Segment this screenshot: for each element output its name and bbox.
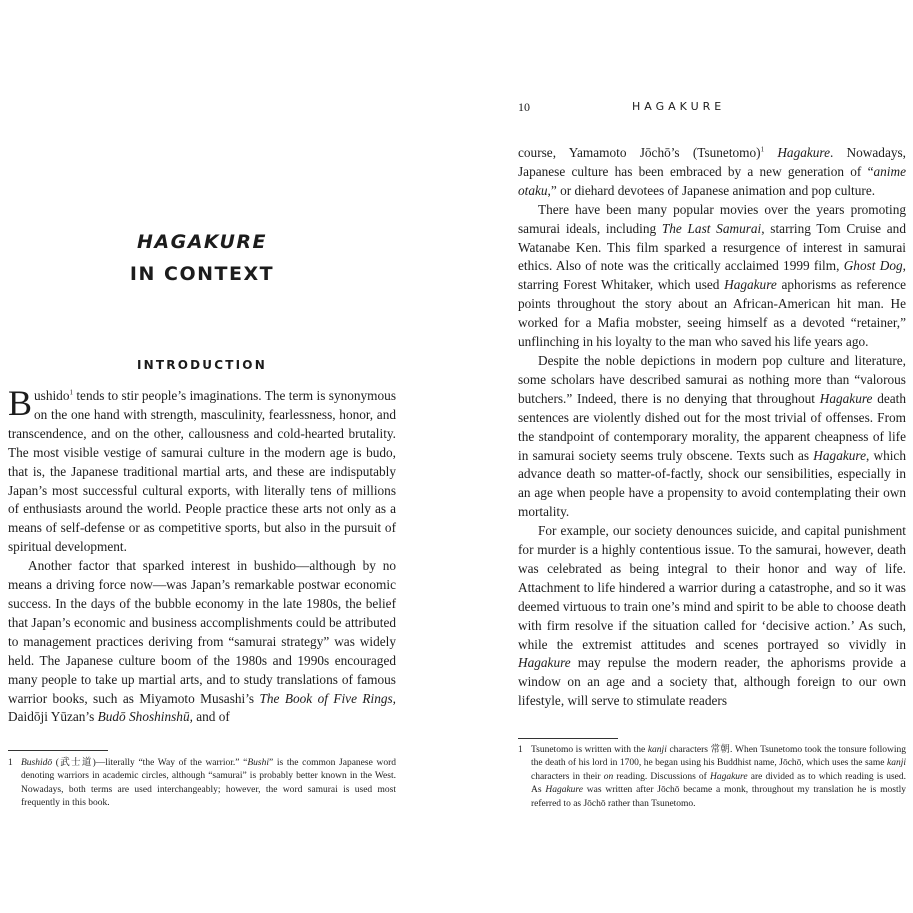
book-title: Hagakure — [518, 655, 571, 671]
running-head-title: HAGAKURE — [632, 100, 726, 113]
text-run: was written after Jōchō became a monk, throughout my translation he is mostly referred to as Jōchō rather than Tsunetomo. — [531, 785, 906, 809]
chapter-title — [8, 226, 396, 290]
text-run: are divided as to which reading is used. As — [531, 771, 906, 796]
text-run: ,” or diehard devotees of Japanese animation and pop culture. — [547, 182, 876, 198]
text-run: , starring Forest Whitaker, which used — [518, 258, 906, 293]
footnote-text — [21, 757, 396, 811]
drop-cap: B — [8, 383, 33, 423]
text-run: Despite the noble depictions in modern pop culture and literature, some scholars have described samurai as nothing more than “valorous butchers.” Indeed, there is no denying that throughout — [518, 352, 906, 406]
footnote-divider — [518, 738, 618, 739]
book-title: The Book of Five Rings, — [259, 690, 396, 706]
book-title: Hagakure — [813, 447, 866, 463]
text-run: kanji — [887, 758, 906, 769]
page-number: 10 — [518, 100, 530, 114]
text-run — [764, 145, 777, 160]
text-run: There have been many popular movies over the years promoting samurai ideals, including — [518, 201, 906, 236]
paragraph — [518, 144, 906, 201]
chapter-title-line2: IN CONTEXT — [129, 263, 275, 285]
footnote-text — [531, 744, 906, 811]
book-title: Hagakure — [709, 771, 748, 782]
text-run: Another factor that sparked interest in bushido—although by no means a driving force now—was Japan’s remarkable postwar economic success. In the days of the bubble economy in the late 1980s, the belief that Japan’s economic and business accomplishments could be attributed to management practices deriving from “samurai strategy” was widely held. The Japanese culture boom of the 1980s and 1990s encouraged many people to take up martial arts, and to study translations of famous warrior books, such as Miyamoto Musashi’s — [8, 558, 396, 706]
book-title: Hagakure — [545, 785, 583, 796]
book-title: Budō Shoshinshū, — [97, 709, 193, 725]
text-run: may repulse the modern reader, the aphorisms provide a window on an age and a society that, although foreign to our own lifestyle, will serve to stimulate readers — [518, 655, 906, 709]
text-run: ” is the common Japanese word denoting warriors in academic circles, although “samurai” is probably better known in the West. Nowadays, both terms are used interchangeably; however, the word samurai is used most frequently in this book. — [21, 758, 396, 809]
text-run: (武士道)—literally “the Way of the warrior.” “ — [52, 758, 248, 768]
left-body-text — [8, 383, 396, 727]
text-run: ushido — [34, 388, 70, 403]
text-run: For example, our society denounces suicide, and capital punishment for murder is a highly contentious issue. To the samurai, however, death was celebrated as being integral to their honor and way of life. Attachment to life hindered a warrior during a catastrophe, and so it was deemed virtuous to train one’s mind and spirit to be able to choose death with firm resolve if the situation called for ‘decisive action.’ As such, while the extremist attitudes and scenes portrayed so vividly in — [518, 523, 906, 652]
text-run: , which advance death so matter-of-factly, shock our sensibilities, especially in an age when people have a propensity to avoid contemplating their own mortality. — [518, 447, 906, 520]
footnote — [8, 757, 396, 811]
text-run: death sentences are violently dished out for the most trivial of offenses. From the standpoint of contemporary morality, the apparent cheapness of life in samurai society seems truly obscene. Texts such as — [518, 390, 906, 463]
paragraph — [518, 522, 906, 711]
paragraph — [518, 352, 906, 522]
running-head — [518, 100, 906, 118]
text-run: course, Yamamoto Jōchō’s (Tsunetomo) — [518, 145, 761, 160]
text-run: characters 常朝. When Tsunetomo took the tonsure following the death of his lord in 1700, he began using his Buddhist name, Jōchō, which uses the same — [531, 745, 906, 769]
footnote-number: 1 — [8, 758, 13, 768]
film-title: Ghost Dog — [843, 258, 903, 274]
paragraph — [8, 383, 396, 557]
chapter-title-line1: HAGAKURE — [137, 231, 267, 253]
paragraph — [518, 201, 906, 352]
text-run: Tsunetomo is written with the — [531, 745, 648, 755]
film-title: The Last Samurai — [661, 220, 762, 236]
text-run: . Nowadays, Japanese culture has been embraced by a new generation of “ — [518, 145, 906, 179]
text-run: anime otaku — [518, 163, 906, 198]
book-title: Hagakure — [777, 145, 830, 160]
right-page — [518, 0, 906, 913]
left-page — [8, 0, 396, 913]
footnote-ref: 1 — [69, 388, 73, 397]
book-title: Hagakure — [819, 390, 873, 406]
paragraph — [8, 557, 396, 727]
text-run: reading. Discussions of — [613, 771, 710, 782]
footnote-divider — [8, 750, 108, 751]
footnote-ref: 1 — [760, 145, 765, 154]
section-heading: INTRODUCTION — [137, 358, 267, 372]
text-run: kanji — [647, 745, 667, 755]
footnote-number: 1 — [518, 745, 523, 755]
footnote — [518, 744, 906, 811]
text-run: on — [603, 771, 614, 782]
text-run: , starring Tom Cruise and Watanabe Ken. This film sparked a resurgence of interest in samurai ethics. Also of note was the critically acclaimed 1999 film, — [518, 220, 906, 274]
right-body-text — [518, 144, 906, 711]
text-run: Bushi — [247, 758, 269, 768]
text-run: characters in their — [531, 771, 604, 782]
book-title: Hagakure — [724, 277, 777, 293]
text-run: Daidōji Yūzan’s — [8, 709, 98, 725]
text-run: and of — [192, 709, 230, 725]
text-run: tends to stir people’s imaginations. The term is synonymous on the one hand with strength, masculinity, fearlessness, honor, and transcendence, and on the other, callousness and cold-hearted brutality. The most visible vestige of samurai culture in the modern age is budo, that is, the Japanese traditional martial arts, and these are indisputably Japan’s most successful cultural exports, with literally tens of millions of enthusiasts around the world. People practice these arts not only as a means of self-defense or as competitive sports, but also in the pursuit of spiritual development. — [8, 388, 396, 555]
text-run: Bushidō — [21, 758, 53, 768]
text-run: aphorisms as reference points throughout the story about an African-American hit man. He worked for a Mafia mobster, seeing himself as a devoted “retainer,” unflinching in his loyalty to the man who saved his life years ago. — [518, 277, 906, 350]
